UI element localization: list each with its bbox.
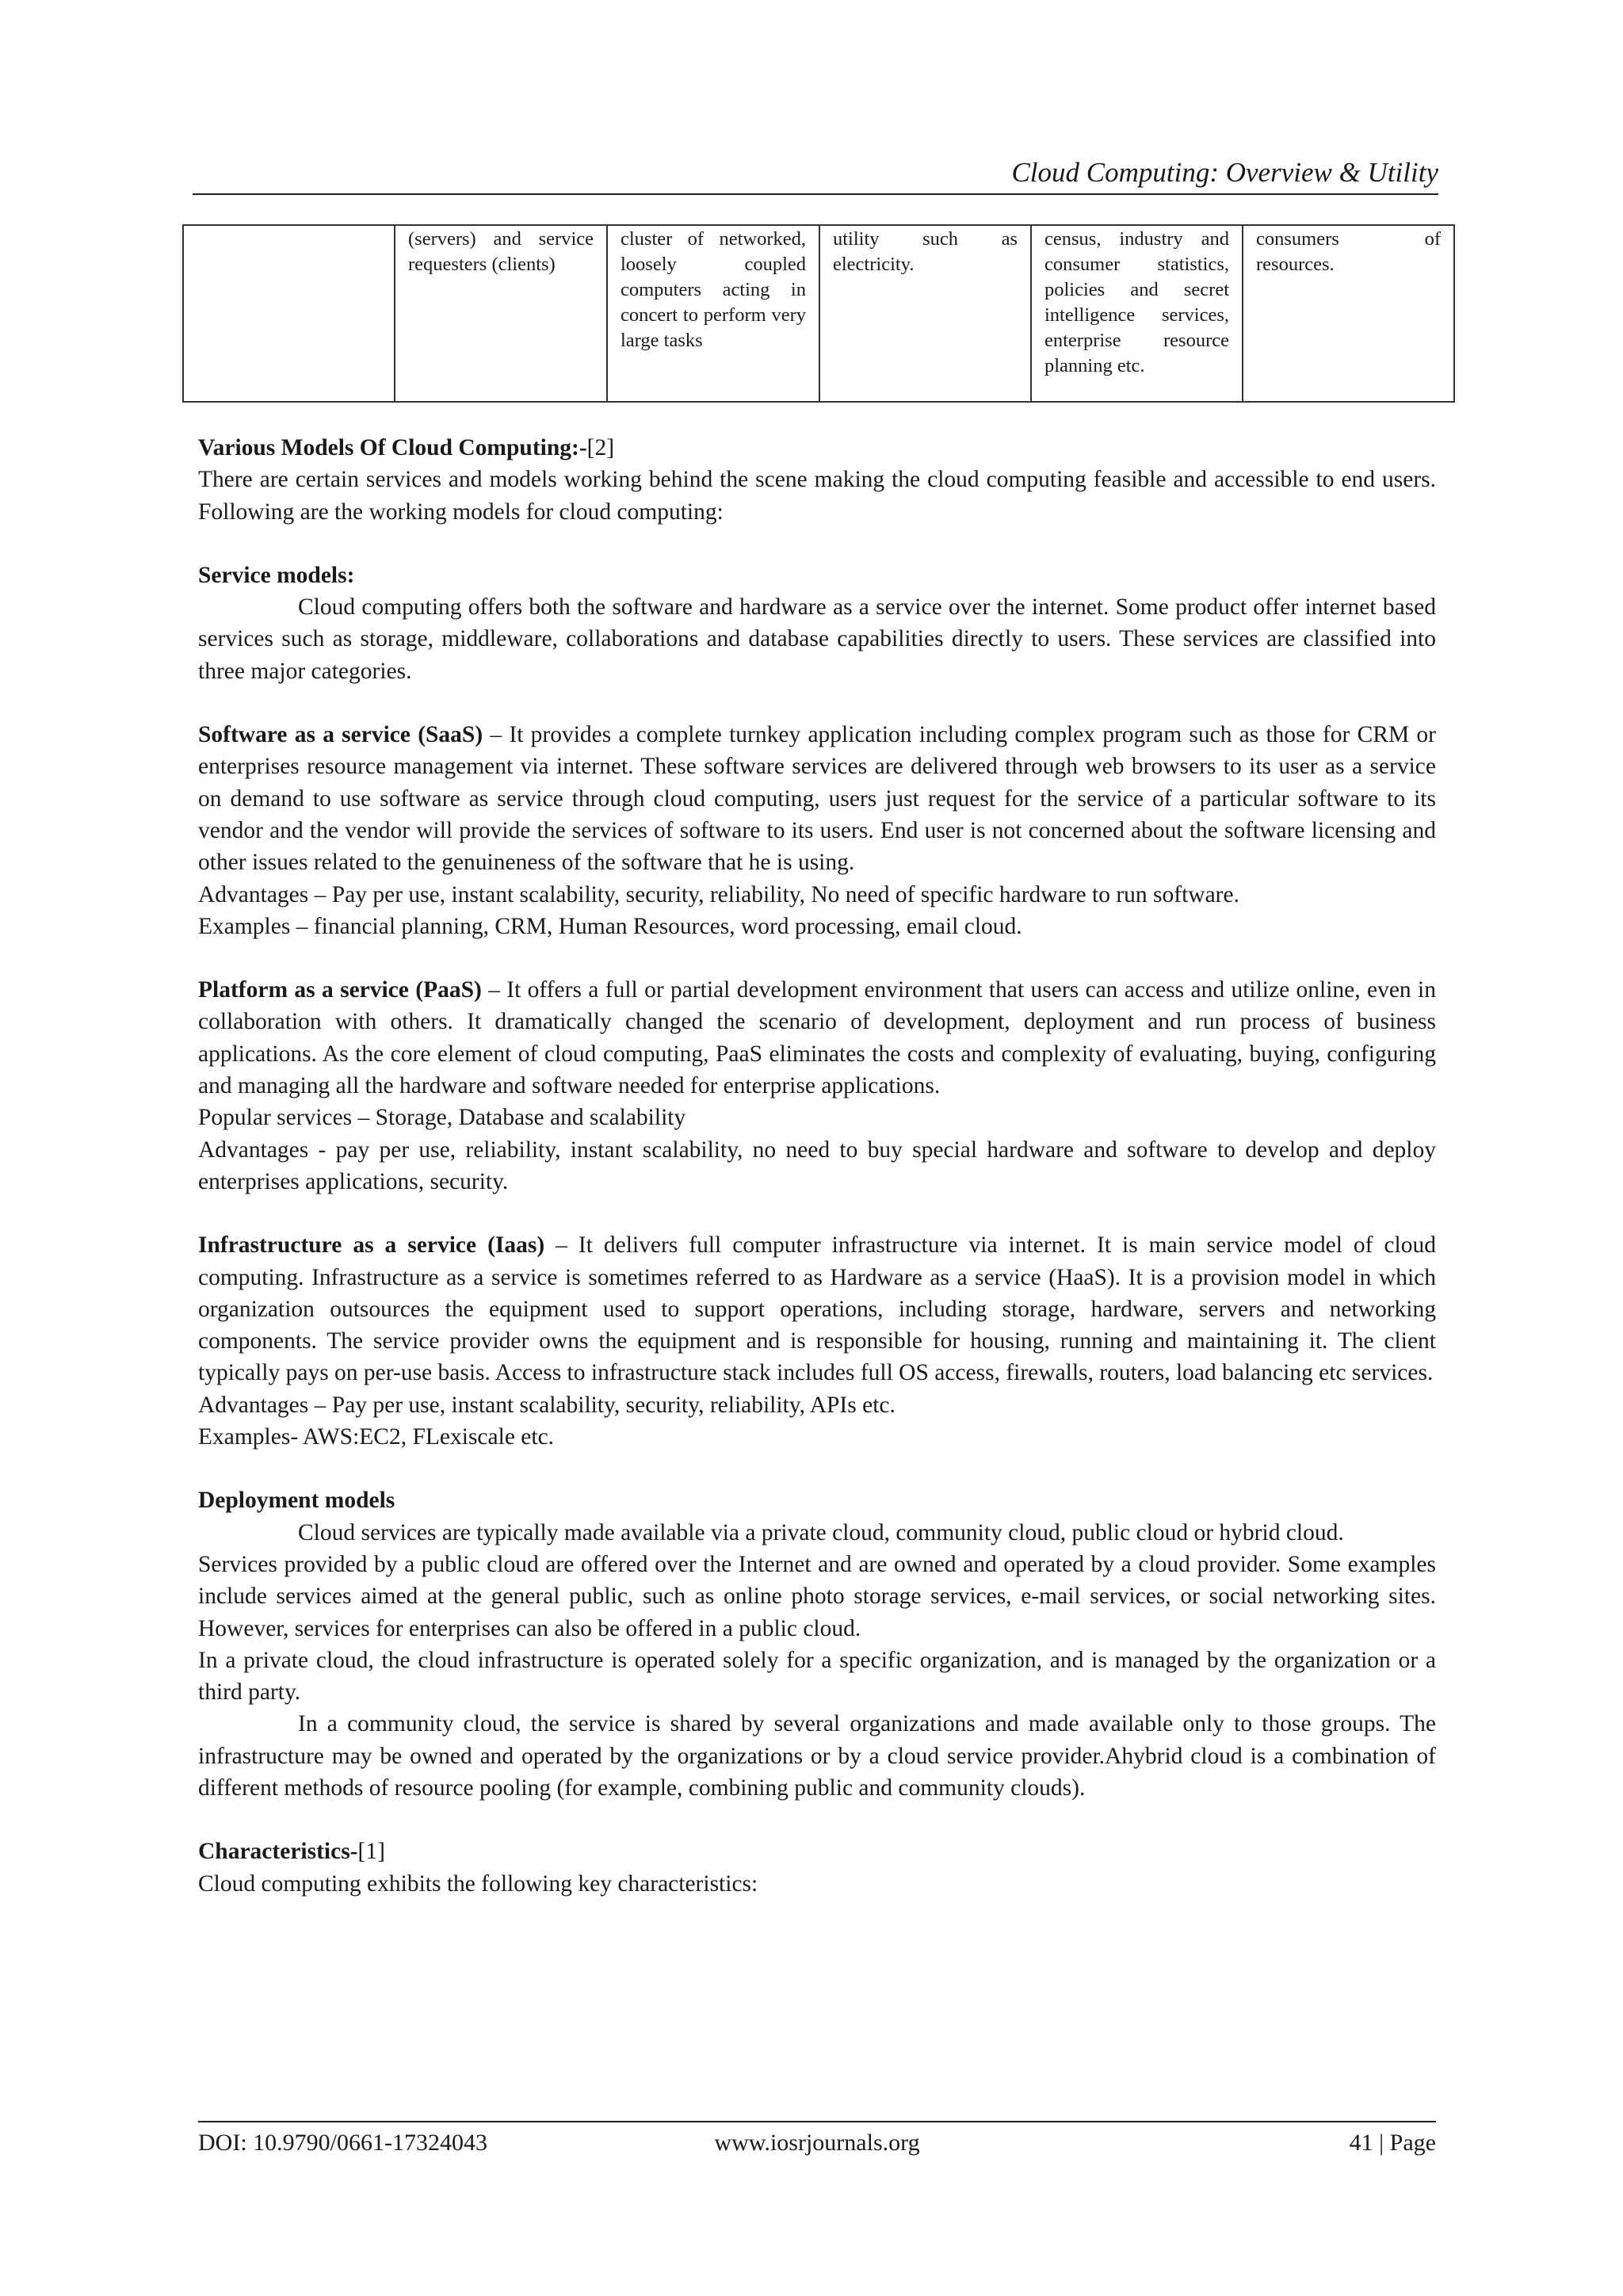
deployment-p2: Services provided by a public cloud are offered over the Internet and are owned and operated by a cloud provider. Some examples include services aimed at the general public, such as online photo storage services, e-mail services, or social networking sites. However, services for enterprises can also be offered in a public cloud. — [198, 1551, 1436, 1641]
iaas-advantages: Advantages – Pay per use, instant scalability, security, reliability, APIs etc. — [198, 1392, 896, 1418]
saas-body: – It provides a complete turnkey application including complex program such as those for CRM or enterprises resource management via internet. These software services are delivered through web browsers to its user as a service on demand to use software as service through cloud computing, users just request for the service of a particular software to its vendor and the vendor will provide the services of software to its users. End user is not concerned about the software licensing and other issues related to the genuineness of the software that he is using. — [198, 722, 1436, 876]
table-cell: utility such as electricity. — [819, 225, 1031, 402]
body-text — [198, 432, 1436, 1900]
paas-advantages: Advantages - pay per use, reliability, instant scalability, no need to buy special hardware and software to develop and deploy enterprises applications, security. — [198, 1137, 1436, 1194]
deployment-p3: In a private cloud, the cloud infrastructure is operated solely for a specific organization, and is managed by the organization or a third party. — [198, 1647, 1436, 1706]
service-models-heading: Service models: — [198, 562, 355, 588]
table-cell: (servers) and service requesters (clients) — [395, 225, 607, 402]
continued-table — [182, 224, 1455, 403]
paas-paragraph — [198, 974, 1436, 1102]
table-cell: census, industry and consumer statistics, policies and secret intelligence services, enterprise resource planning etc. — [1031, 225, 1243, 402]
service-models-intro: Cloud computing offers both the software and hardware as a service over the internet. Some product offer internet based services such as storage, middleware, collaborations and database capabilities directly to users. These services are classified into three major categories. — [198, 594, 1436, 684]
running-title: Cloud Computing: Overview & Utility — [1011, 157, 1438, 188]
saas-term: Software as a service (SaaS) — [198, 722, 483, 748]
models-heading — [198, 432, 1436, 464]
iaas-paragraph — [198, 1229, 1436, 1389]
table-cell: consumers of resources. — [1243, 225, 1454, 402]
models-intro: There are certain services and models working behind the scene making the cloud computing feasible and accessible to end users. Following are the working models for cloud computing: — [198, 467, 1436, 525]
deployment-heading: Deployment models — [198, 1488, 395, 1514]
header-rule — [193, 193, 1438, 195]
footer-rule — [198, 2121, 1436, 2122]
saas-paragraph — [198, 719, 1436, 878]
footer-page-number: 41 | Page — [1349, 2130, 1436, 2156]
deployment-p4: In a community cloud, the service is shared by several organizations and made available only to those groups. The infrastructure may be owned and operated by the organizations or by a cloud service provider.Ahybrid cloud is a combination of different methods of resource pooling (for example, combining public and community clouds). — [198, 1711, 1436, 1801]
iaas-term: Infrastructure as a service (Iaas) — [198, 1232, 545, 1259]
footer-website: www.iosrjournals.org — [714, 2130, 920, 2156]
table-cell: cluster of networked, loosely coupled computers acting in concert to perform very large tasks — [607, 225, 819, 402]
deployment-p1: Cloud services are typically made available via a private cloud, community cloud, public cloud or hybrid cloud. — [298, 1519, 1344, 1545]
characteristics-heading-text: Characteristics- — [198, 1839, 358, 1865]
footer-doi: DOI: 10.9790/0661-17324043 — [198, 2130, 487, 2156]
table-cell — [183, 225, 395, 402]
citation: [1] — [357, 1839, 385, 1865]
models-heading-text: Various Models Of Cloud Computing:- — [198, 435, 587, 460]
citation: [2] — [586, 435, 615, 460]
iaas-examples: Examples- AWS:EC2, FLexiscale etc. — [198, 1424, 555, 1450]
saas-examples: Examples – financial planning, CRM, Human Resources, word processing, email cloud. — [198, 913, 1022, 939]
table-row — [183, 225, 1454, 402]
paas-popular: Popular services – Storage, Database and scalability — [198, 1105, 686, 1131]
characteristics-intro: Cloud computing exhibits the following key characteristics: — [198, 1870, 758, 1897]
iaas-body: – It delivers full computer infrastructure via internet. It is main service model of cloud computing. Infrastructure as a service is sometimes referred to as Hardware as a service (HaaS). It is a provision model in which organization outsources the equipment used to support operations, including storage, hardware, servers and networking components. The service provider owns the equipment and is responsible for housing, running and maintaining it. The client typically pays on per-use basis. Access to infrastructure stack includes full OS access, firewalls, routers, load balancing etc services. — [198, 1232, 1436, 1386]
characteristics-heading — [198, 1836, 1436, 1867]
paas-body: – It offers a full or partial development environment that users can access and utilize online, even in collaboration with others. It dramatically changed the scenario of development, deployment and run process of business applications. As the core element of cloud computing, PaaS eliminates the costs and complexity of evaluating, buying, configuring and managing all the hardware and software needed for enterprise applications. — [198, 977, 1436, 1099]
paas-term: Platform as a service (PaaS) — [198, 977, 482, 1003]
saas-advantages: Advantages – Pay per use, instant scalability, security, reliability, No need of specific hardware to run software. — [198, 881, 1239, 907]
